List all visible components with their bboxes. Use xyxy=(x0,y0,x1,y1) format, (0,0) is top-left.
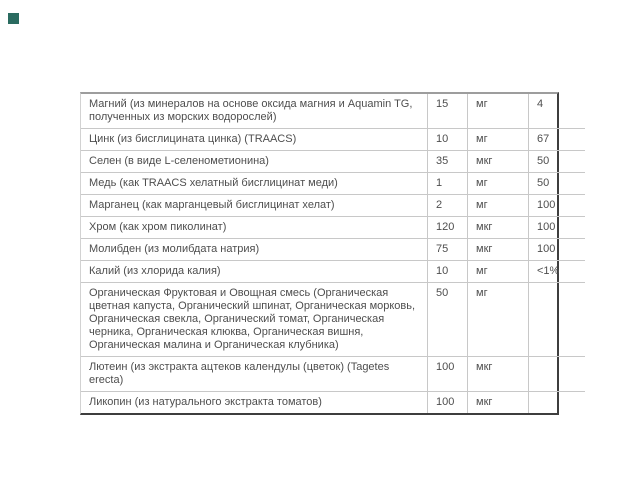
amount-cell: 10 xyxy=(428,261,468,283)
nutrient-name-cell: Калий (из хлорида калия) xyxy=(81,261,428,283)
unit-cell: мг xyxy=(468,129,529,151)
table-row xyxy=(81,357,585,392)
teal-square-marker xyxy=(8,13,19,24)
table-row xyxy=(81,151,585,173)
unit-cell: мг xyxy=(468,94,529,129)
table-row xyxy=(81,261,585,283)
nutrient-name-cell: Лютеин (из экстракта ацтеков календулы (цветок) (Tagetes erecta) xyxy=(81,357,428,392)
daily-value-cell: 100 xyxy=(529,217,586,239)
unit-cell: мкг xyxy=(468,392,529,414)
supplement-table-body xyxy=(81,94,585,413)
amount-cell: 15 xyxy=(428,94,468,129)
table-row xyxy=(81,173,585,195)
amount-cell: 100 xyxy=(428,357,468,392)
supplement-facts-table xyxy=(80,92,559,415)
daily-value-cell: <1% xyxy=(529,261,586,283)
nutrient-name-cell: Молибден (из молибдата натрия) xyxy=(81,239,428,261)
nutrient-name-cell: Цинк (из бисглицината цинка) (TRAACS) xyxy=(81,129,428,151)
amount-cell: 35 xyxy=(428,151,468,173)
daily-value-cell: 100 xyxy=(529,195,586,217)
nutrient-name-cell: Медь (как TRAACS хелатный бисглицинат меди) xyxy=(81,173,428,195)
daily-value-cell: 4 xyxy=(529,94,586,129)
table-row xyxy=(81,195,585,217)
unit-cell: мкг xyxy=(468,217,529,239)
supplement-table xyxy=(81,94,585,413)
table-row xyxy=(81,129,585,151)
amount-cell: 50 xyxy=(428,283,468,357)
unit-cell: мг xyxy=(468,173,529,195)
nutrient-name-cell: Органическая Фруктовая и Овощная смесь (Органическая цветная капуста, Органический шпинат, Органическая морковь, Органическая свекла, Органический томат, Органическая черника, Органическая клюква, Органическая вишня, Органическая малина и Органическая клубника) xyxy=(81,283,428,357)
amount-cell: 75 xyxy=(428,239,468,261)
daily-value-cell xyxy=(529,392,586,414)
nutrient-name-cell: Марганец (как марганцевый бисглицинат хелат) xyxy=(81,195,428,217)
table-row xyxy=(81,217,585,239)
nutrient-name-cell: Ликопин (из натурального экстракта томатов) xyxy=(81,392,428,414)
table-row xyxy=(81,94,585,129)
daily-value-cell: 50 xyxy=(529,173,586,195)
daily-value-cell: 67 xyxy=(529,129,586,151)
daily-value-cell xyxy=(529,357,586,392)
unit-cell: мг xyxy=(468,195,529,217)
amount-cell: 100 xyxy=(428,392,468,414)
unit-cell: мг xyxy=(468,261,529,283)
unit-cell: мкг xyxy=(468,151,529,173)
amount-cell: 2 xyxy=(428,195,468,217)
amount-cell: 10 xyxy=(428,129,468,151)
unit-cell: мкг xyxy=(468,239,529,261)
daily-value-cell: 50 xyxy=(529,151,586,173)
nutrient-name-cell: Хром (как хром пиколинат) xyxy=(81,217,428,239)
amount-cell: 120 xyxy=(428,217,468,239)
table-row xyxy=(81,239,585,261)
daily-value-cell: 100 xyxy=(529,239,586,261)
daily-value-cell xyxy=(529,283,586,357)
nutrient-name-cell: Селен (в виде L-селенометионина) xyxy=(81,151,428,173)
table-row xyxy=(81,283,585,357)
table-row xyxy=(81,392,585,414)
unit-cell: мг xyxy=(468,283,529,357)
unit-cell: мкг xyxy=(468,357,529,392)
nutrient-name-cell: Магний (из минералов на основе оксида магния и Aquamin TG, полученных из морских водорослей) xyxy=(89,98,413,123)
amount-cell: 1 xyxy=(428,173,468,195)
